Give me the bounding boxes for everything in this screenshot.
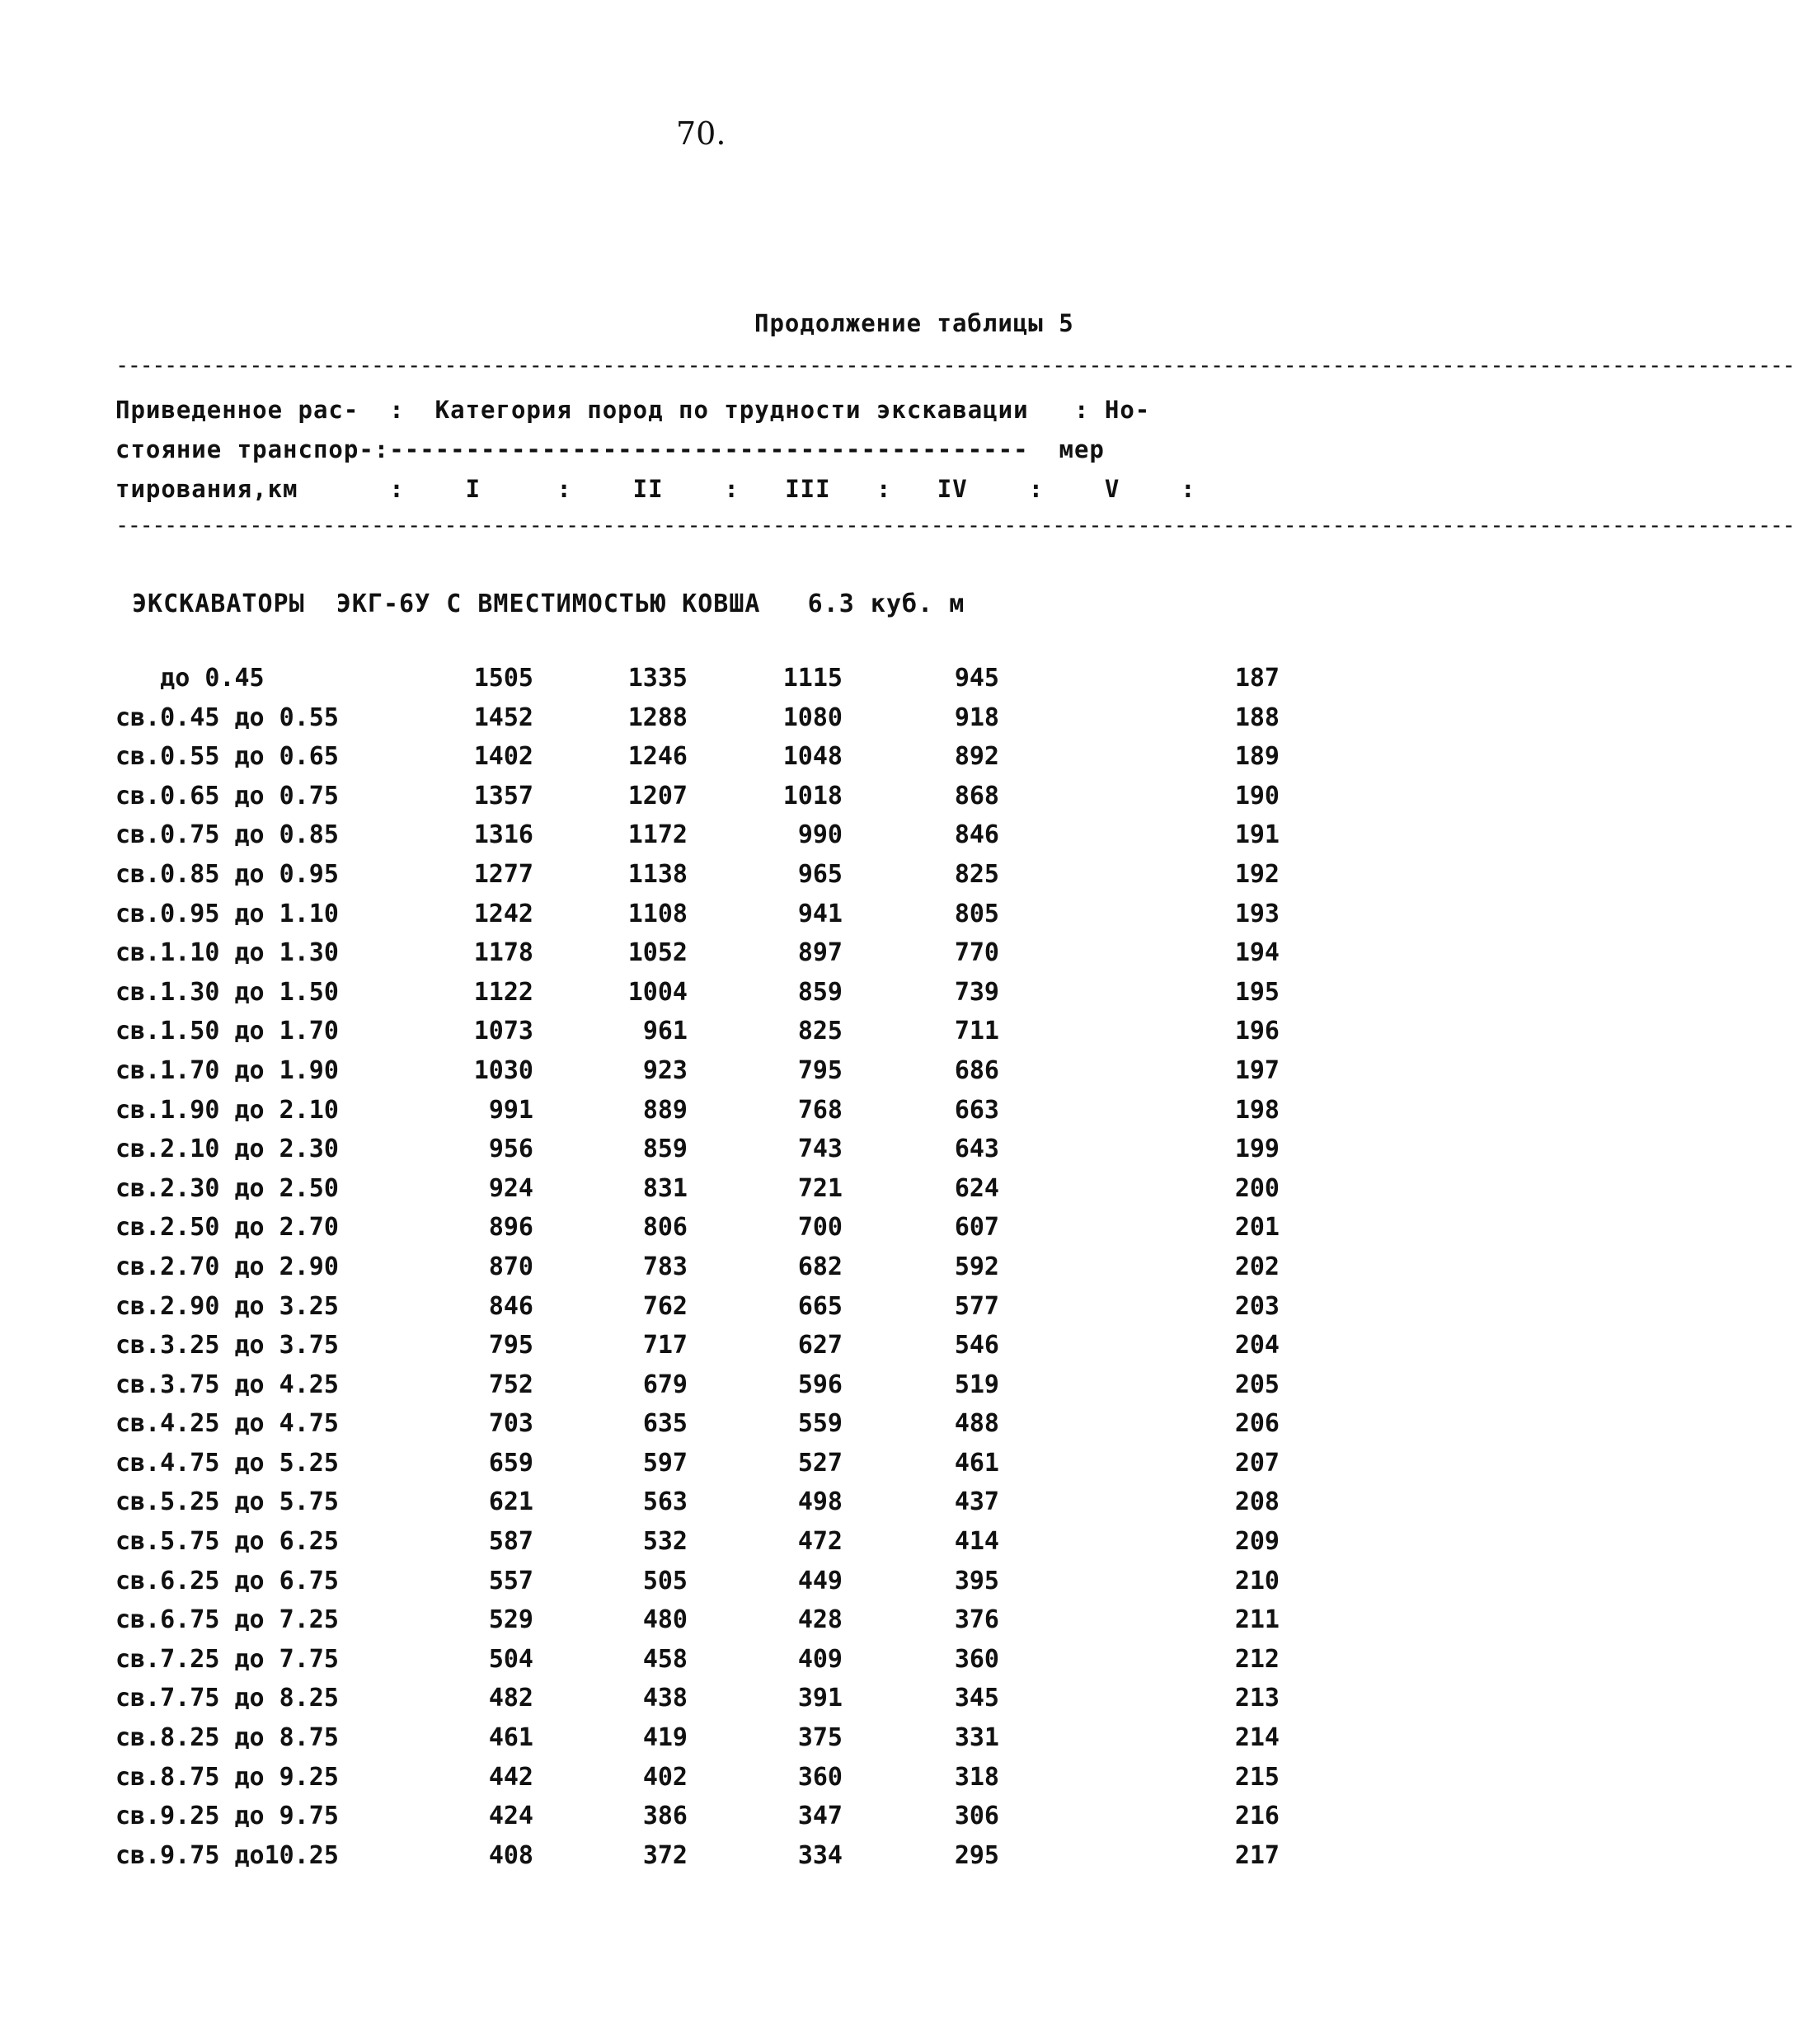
cell-v1: 1316 bbox=[473, 820, 533, 850]
cell-v4: 306 bbox=[954, 1802, 999, 1831]
cell-v2: 386 bbox=[642, 1802, 688, 1831]
table-row bbox=[0, 1370, 1403, 1410]
cell-dist: св.2.50 до 2.70 bbox=[115, 1213, 339, 1243]
cell-v2: 563 bbox=[642, 1487, 688, 1517]
cell-num: 189 bbox=[1234, 742, 1280, 772]
cell-v3: 472 bbox=[797, 1527, 843, 1557]
cell-v2: 923 bbox=[642, 1055, 688, 1085]
table-row bbox=[0, 820, 1403, 860]
cell-v2: 717 bbox=[642, 1331, 688, 1360]
cell-num: 190 bbox=[1234, 781, 1280, 811]
cell-v4: 643 bbox=[954, 1135, 999, 1164]
cell-num: 217 bbox=[1234, 1840, 1280, 1870]
cell-v2: 806 bbox=[642, 1213, 688, 1243]
cell-v2: 762 bbox=[642, 1291, 688, 1321]
cell-v2: 532 bbox=[642, 1527, 688, 1557]
cell-num: 191 bbox=[1234, 820, 1280, 850]
cell-v2: 961 bbox=[642, 1017, 688, 1046]
cell-num: 216 bbox=[1234, 1802, 1280, 1831]
cell-num: 212 bbox=[1234, 1644, 1280, 1674]
cell-v2: 505 bbox=[642, 1566, 688, 1595]
cell-v3: 627 bbox=[797, 1331, 843, 1360]
cell-num: 211 bbox=[1234, 1605, 1280, 1635]
cell-v1: 703 bbox=[488, 1409, 533, 1439]
cell-dist: св.9.75 до10.25 bbox=[115, 1840, 339, 1870]
cell-v1: 896 bbox=[488, 1213, 533, 1243]
table-row bbox=[0, 1527, 1403, 1567]
table-header-line-3: тирования,км : I : II : III : IV : V : bbox=[115, 475, 1196, 503]
cell-dist: св.8.75 до 9.25 bbox=[115, 1762, 339, 1792]
cell-v4: 592 bbox=[954, 1252, 999, 1281]
cell-v4: 395 bbox=[954, 1566, 999, 1595]
table-row bbox=[0, 1096, 1403, 1135]
cell-v2: 859 bbox=[642, 1135, 688, 1164]
cell-num: 207 bbox=[1234, 1448, 1280, 1478]
cell-num: 196 bbox=[1234, 1017, 1280, 1046]
table-row bbox=[0, 1802, 1403, 1841]
cell-dist: св.4.75 до 5.25 bbox=[115, 1448, 339, 1478]
cell-v1: 1452 bbox=[473, 702, 533, 732]
cell-v3: 700 bbox=[797, 1213, 843, 1243]
cell-v1: 504 bbox=[488, 1644, 533, 1674]
table-row bbox=[0, 782, 1403, 821]
cell-v3: 768 bbox=[797, 1095, 843, 1125]
cell-v4: 868 bbox=[954, 781, 999, 811]
cell-dist: св.4.25 до 4.75 bbox=[115, 1409, 339, 1439]
cell-v3: 743 bbox=[797, 1135, 843, 1164]
cell-dist: св.7.75 до 8.25 bbox=[115, 1684, 339, 1713]
cell-dist: св.9.25 до 9.75 bbox=[115, 1802, 339, 1831]
cell-v1: 1073 bbox=[473, 1017, 533, 1046]
cell-v1: 1030 bbox=[473, 1055, 533, 1085]
cell-num: 199 bbox=[1234, 1135, 1280, 1164]
cell-v3: 682 bbox=[797, 1252, 843, 1281]
cell-num: 203 bbox=[1234, 1291, 1280, 1321]
cell-num: 200 bbox=[1234, 1173, 1280, 1203]
cell-dist: до 0.45 bbox=[115, 664, 265, 693]
cell-v3: 596 bbox=[797, 1370, 843, 1399]
cell-v1: 1242 bbox=[473, 899, 533, 928]
cell-v1: 795 bbox=[488, 1331, 533, 1360]
cell-v2: 783 bbox=[642, 1252, 688, 1281]
cell-v1: 1178 bbox=[473, 938, 533, 968]
cell-v1: 956 bbox=[488, 1135, 533, 1164]
table-row bbox=[0, 1645, 1403, 1685]
cell-v4: 686 bbox=[954, 1055, 999, 1085]
cell-v1: 621 bbox=[488, 1487, 533, 1517]
cell-num: 194 bbox=[1234, 938, 1280, 968]
cell-v4: 414 bbox=[954, 1527, 999, 1557]
table-row bbox=[0, 1409, 1403, 1449]
cell-v2: 1004 bbox=[627, 977, 688, 1007]
cell-v3: 1115 bbox=[782, 664, 843, 693]
cell-num: 187 bbox=[1234, 664, 1280, 693]
cell-v1: 659 bbox=[488, 1448, 533, 1478]
cell-v2: 1172 bbox=[627, 820, 688, 850]
cell-num: 188 bbox=[1234, 702, 1280, 732]
cell-v3: 825 bbox=[797, 1017, 843, 1046]
cell-v1: 461 bbox=[488, 1723, 533, 1753]
cell-v1: 991 bbox=[488, 1095, 533, 1125]
table-row bbox=[0, 1684, 1403, 1723]
cell-v2: 1335 bbox=[627, 664, 688, 693]
cell-num: 192 bbox=[1234, 859, 1280, 889]
cell-v4: 519 bbox=[954, 1370, 999, 1399]
cell-v4: 546 bbox=[954, 1331, 999, 1360]
cell-v3: 449 bbox=[797, 1566, 843, 1595]
cell-v3: 391 bbox=[797, 1684, 843, 1713]
cell-v4: 739 bbox=[954, 977, 999, 1007]
table-row bbox=[0, 1331, 1403, 1370]
cell-num: 209 bbox=[1234, 1527, 1280, 1557]
cell-v4: 607 bbox=[954, 1213, 999, 1243]
cell-v3: 498 bbox=[797, 1487, 843, 1517]
cell-dist: св.2.70 до 2.90 bbox=[115, 1252, 339, 1281]
cell-dist: св.0.65 до 0.75 bbox=[115, 781, 339, 811]
cell-v4: 663 bbox=[954, 1095, 999, 1125]
cell-v1: 924 bbox=[488, 1173, 533, 1203]
table-header-line-2: стояние транспор-:------------------------------------------ мер bbox=[115, 435, 1105, 463]
table-row bbox=[0, 1841, 1403, 1881]
table-row bbox=[0, 1292, 1403, 1332]
cell-num: 195 bbox=[1234, 977, 1280, 1007]
cell-v3: 559 bbox=[797, 1409, 843, 1439]
cell-v2: 458 bbox=[642, 1644, 688, 1674]
cell-v2: 372 bbox=[642, 1840, 688, 1870]
cell-v2: 1207 bbox=[627, 781, 688, 811]
cell-v3: 375 bbox=[797, 1723, 843, 1753]
cell-dist: св.0.55 до 0.65 bbox=[115, 742, 339, 772]
cell-v3: 409 bbox=[797, 1644, 843, 1674]
cell-v2: 635 bbox=[642, 1409, 688, 1439]
cell-v1: 408 bbox=[488, 1840, 533, 1870]
table-row bbox=[0, 1763, 1403, 1802]
cell-v4: 461 bbox=[954, 1448, 999, 1478]
cell-dist: св.1.70 до 1.90 bbox=[115, 1055, 339, 1085]
cell-num: 202 bbox=[1234, 1252, 1280, 1281]
cell-dist: св.0.85 до 0.95 bbox=[115, 859, 339, 889]
cell-dist: св.7.25 до 7.75 bbox=[115, 1644, 339, 1674]
cell-v3: 428 bbox=[797, 1605, 843, 1635]
cell-v4: 360 bbox=[954, 1644, 999, 1674]
cell-v2: 1246 bbox=[627, 742, 688, 772]
cell-v4: 825 bbox=[954, 859, 999, 889]
cell-v3: 941 bbox=[797, 899, 843, 928]
cell-v4: 918 bbox=[954, 702, 999, 732]
cell-dist: св.2.30 до 2.50 bbox=[115, 1173, 339, 1203]
cell-v1: 1277 bbox=[473, 859, 533, 889]
cell-dist: св.1.30 до 1.50 bbox=[115, 977, 339, 1007]
cell-v4: 488 bbox=[954, 1409, 999, 1439]
cell-v2: 1052 bbox=[627, 938, 688, 968]
cell-v4: 892 bbox=[954, 742, 999, 772]
cell-v4: 770 bbox=[954, 938, 999, 968]
cell-v2: 831 bbox=[642, 1173, 688, 1203]
table-row bbox=[0, 1017, 1403, 1056]
cell-v1: 1402 bbox=[473, 742, 533, 772]
cell-dist: св.5.75 до 6.25 bbox=[115, 1527, 339, 1557]
cell-v4: 318 bbox=[954, 1762, 999, 1792]
table-row bbox=[0, 900, 1403, 939]
cell-v2: 1108 bbox=[627, 899, 688, 928]
table-row bbox=[0, 1605, 1403, 1645]
cell-v3: 1048 bbox=[782, 742, 843, 772]
table-row bbox=[0, 742, 1403, 782]
cell-v3: 897 bbox=[797, 938, 843, 968]
cell-dist: св.1.10 до 1.30 bbox=[115, 938, 339, 968]
cell-v2: 1138 bbox=[627, 859, 688, 889]
cell-num: 206 bbox=[1234, 1409, 1280, 1439]
table-row bbox=[0, 1174, 1403, 1214]
cell-v4: 295 bbox=[954, 1840, 999, 1870]
cell-dist: св.3.75 до 4.25 bbox=[115, 1370, 339, 1399]
cell-v1: 587 bbox=[488, 1527, 533, 1557]
cell-dist: св.3.25 до 3.75 bbox=[115, 1331, 339, 1360]
cell-dist: св.5.25 до 5.75 bbox=[115, 1487, 339, 1517]
cell-v3: 965 bbox=[797, 859, 843, 889]
cell-v1: 1505 bbox=[473, 664, 533, 693]
cell-num: 210 bbox=[1234, 1566, 1280, 1595]
cell-v3: 347 bbox=[797, 1802, 843, 1831]
table-row bbox=[0, 978, 1403, 1017]
table-row bbox=[0, 1135, 1403, 1174]
cell-v1: 846 bbox=[488, 1291, 533, 1321]
table-row bbox=[0, 664, 1403, 703]
cell-num: 193 bbox=[1234, 899, 1280, 928]
cell-v1: 442 bbox=[488, 1762, 533, 1792]
table-row bbox=[0, 860, 1403, 900]
cell-v4: 345 bbox=[954, 1684, 999, 1713]
cell-v4: 945 bbox=[954, 664, 999, 693]
cell-v1: 557 bbox=[488, 1566, 533, 1595]
table-row bbox=[0, 1449, 1403, 1488]
cell-num: 204 bbox=[1234, 1331, 1280, 1360]
cell-v1: 1122 bbox=[473, 977, 533, 1007]
cell-dist: св.8.25 до 8.75 bbox=[115, 1723, 339, 1753]
cell-num: 201 bbox=[1234, 1213, 1280, 1243]
cell-dist: св.0.45 до 0.55 bbox=[115, 702, 339, 732]
cell-num: 214 bbox=[1234, 1723, 1280, 1753]
cell-v3: 527 bbox=[797, 1448, 843, 1478]
table-row bbox=[0, 1252, 1403, 1292]
cell-v1: 529 bbox=[488, 1605, 533, 1635]
cell-v2: 438 bbox=[642, 1684, 688, 1713]
cell-v1: 870 bbox=[488, 1252, 533, 1281]
cell-v1: 424 bbox=[488, 1802, 533, 1831]
cell-dist: св.1.50 до 1.70 bbox=[115, 1017, 339, 1046]
cell-v2: 889 bbox=[642, 1095, 688, 1125]
cell-v2: 402 bbox=[642, 1762, 688, 1792]
cell-num: 205 bbox=[1234, 1370, 1280, 1399]
table-row bbox=[0, 1487, 1403, 1527]
cell-v2: 1288 bbox=[627, 702, 688, 732]
table-continuation-label: Продолжение таблицы 5 bbox=[754, 309, 1074, 337]
cell-v2: 679 bbox=[642, 1370, 688, 1399]
cell-v4: 437 bbox=[954, 1487, 999, 1517]
cell-v3: 334 bbox=[797, 1840, 843, 1870]
cell-num: 213 bbox=[1234, 1684, 1280, 1713]
cell-v4: 331 bbox=[954, 1723, 999, 1753]
table-row bbox=[0, 938, 1403, 978]
table-top-rule: ------------------------------------------------------------------------------------------------------------------------------------------ bbox=[115, 353, 1794, 378]
cell-v1: 482 bbox=[488, 1684, 533, 1713]
cell-num: 215 bbox=[1234, 1762, 1280, 1792]
cell-v1: 752 bbox=[488, 1370, 533, 1399]
cell-dist: св.6.25 до 6.75 bbox=[115, 1566, 339, 1595]
cell-v3: 721 bbox=[797, 1173, 843, 1203]
table-header-rule: ------------------------------------------------------------------------------------------------------------------------------------------ bbox=[115, 513, 1794, 538]
table-header-line-1: Приведенное рас- : Категория пород по трудности экскавации : Но- bbox=[115, 396, 1151, 424]
cell-dist: св.0.75 до 0.85 bbox=[115, 820, 339, 850]
cell-v3: 795 bbox=[797, 1055, 843, 1085]
cell-v3: 1080 bbox=[782, 702, 843, 732]
cell-v4: 376 bbox=[954, 1605, 999, 1635]
cell-num: 197 bbox=[1234, 1055, 1280, 1085]
table-row bbox=[0, 1567, 1403, 1606]
cell-v4: 805 bbox=[954, 899, 999, 928]
cell-v4: 846 bbox=[954, 820, 999, 850]
cell-v4: 577 bbox=[954, 1291, 999, 1321]
cell-dist: св.0.95 до 1.10 bbox=[115, 899, 339, 928]
cell-v1: 1357 bbox=[473, 781, 533, 811]
cell-dist: св.6.75 до 7.25 bbox=[115, 1605, 339, 1635]
cell-v4: 711 bbox=[954, 1017, 999, 1046]
cell-dist: св.2.10 до 2.30 bbox=[115, 1135, 339, 1164]
cell-v3: 1018 bbox=[782, 781, 843, 811]
table-body bbox=[0, 664, 1403, 1880]
table-row bbox=[0, 1213, 1403, 1252]
cell-v2: 419 bbox=[642, 1723, 688, 1753]
cell-num: 208 bbox=[1234, 1487, 1280, 1517]
table-row bbox=[0, 1723, 1403, 1763]
table-row bbox=[0, 1056, 1403, 1096]
cell-v3: 665 bbox=[797, 1291, 843, 1321]
cell-v2: 480 bbox=[642, 1605, 688, 1635]
table-row bbox=[0, 703, 1403, 743]
cell-v3: 990 bbox=[797, 820, 843, 850]
section-title: ЭКСКАВАТОРЫ ЭКГ-6У С ВМЕСТИМОСТЬЮ КОВША 6.3 куб. м bbox=[132, 590, 965, 618]
cell-num: 198 bbox=[1234, 1095, 1280, 1125]
cell-dist: св.2.90 до 3.25 bbox=[115, 1291, 339, 1321]
cell-v3: 859 bbox=[797, 977, 843, 1007]
cell-dist: св.1.90 до 2.10 bbox=[115, 1095, 339, 1125]
cell-v2: 597 bbox=[642, 1448, 688, 1478]
cell-v4: 624 bbox=[954, 1173, 999, 1203]
cell-v3: 360 bbox=[797, 1762, 843, 1792]
page-number: 70. bbox=[676, 115, 726, 152]
